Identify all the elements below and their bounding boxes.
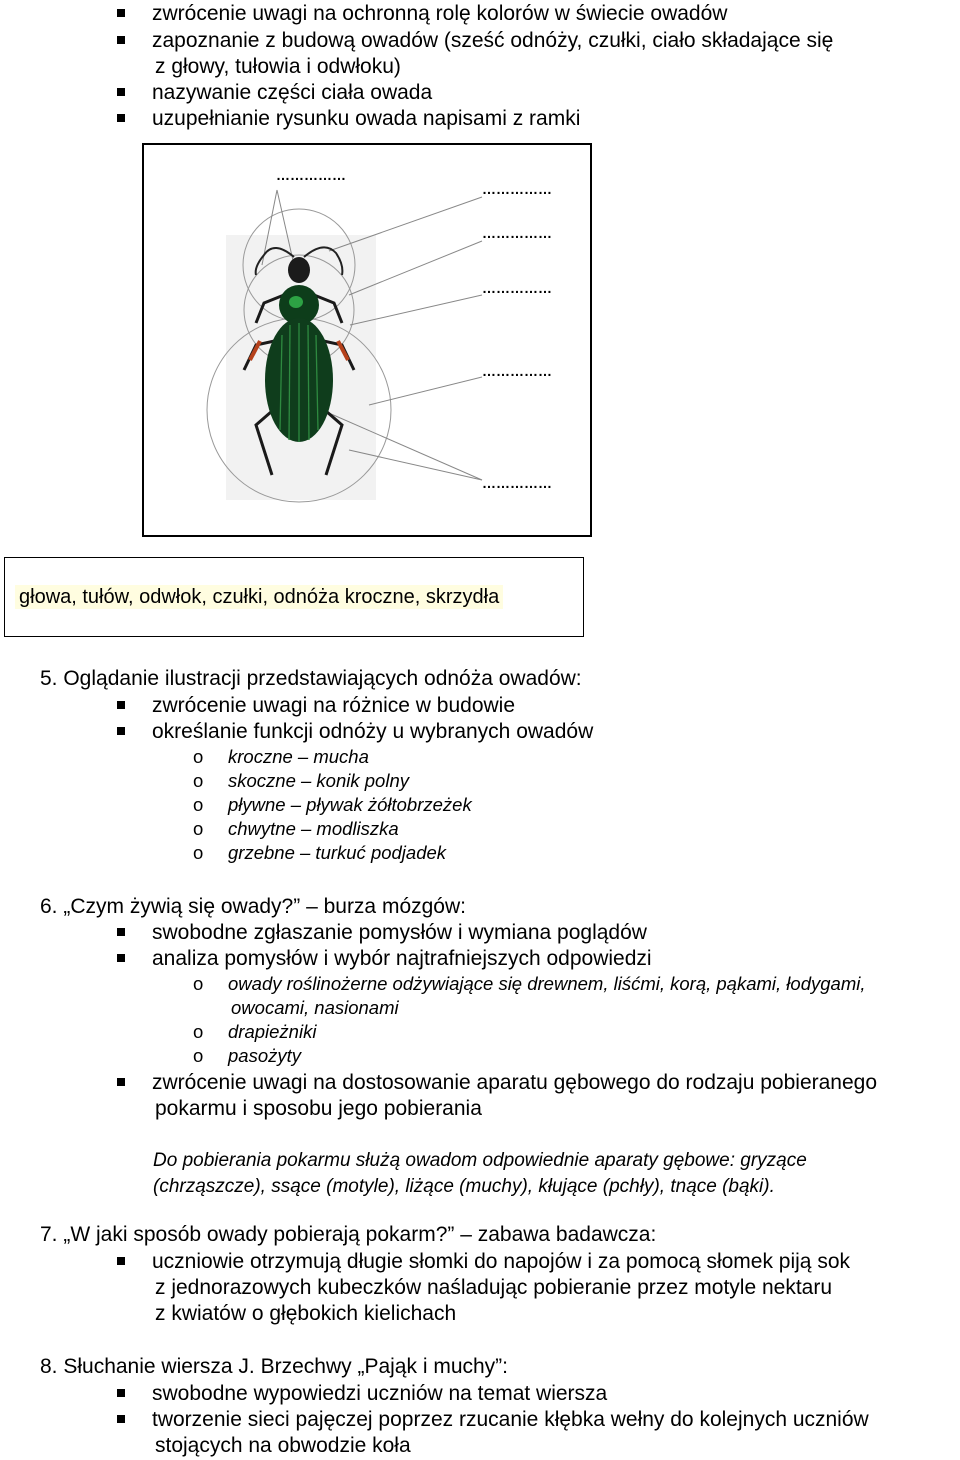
label-blank-4: ……………	[482, 280, 552, 296]
section-6-bullet-2: analiza pomysłów i wybór najtrafniejszych odpowiedzi	[152, 947, 652, 970]
beetle-figure	[142, 143, 592, 537]
intro-bullet-3: nazywanie części ciała owada	[152, 81, 433, 104]
section-5-sub-3: o pływne – pływak żółtobrzeżek	[193, 794, 472, 815]
section-5-sub-2: o skoczne – konik polny	[193, 770, 409, 791]
intro-bullet-2: zapoznanie z budową owadów (sześć odnóży, czułki, ciało składające się	[152, 29, 834, 52]
intro-bullet-1: zwrócenie uwagi na ochronną rolę kolorów w świecie owadów	[152, 2, 728, 25]
word-box	[4, 557, 584, 637]
section-6-note-2: (chrząszcze), ssące (motyle), liżące (muchy), kłujące (pchły), tnące (bąki).	[153, 1176, 775, 1197]
section-7-bullet-1: uczniowie otrzymują długie słomki do napojów i za pomocą słomek piją sok	[152, 1250, 850, 1273]
label-blank-2: ……………	[482, 181, 552, 197]
label-blank-5: ……………	[482, 363, 552, 379]
section-5-sub-5: o grzebne – turkuć podjadek	[193, 842, 447, 863]
section-8-bullet-2-cont: stojących na obwodzie koła	[155, 1434, 411, 1457]
section-5-sub-1: o kroczne – mucha	[193, 746, 369, 767]
section-7-bullet-1-cont-1: z jednorazowych kubeczków naśladując pobieranie przez motyle nektaru	[155, 1276, 833, 1299]
section-6-sub-1-cont: owocami, nasionami	[231, 997, 399, 1018]
section-6-sub-3: o pasożyty	[193, 1045, 302, 1066]
section-8-heading: 8. Słuchanie wiersza J. Brzechwy „Pająk i muchy”:	[40, 1355, 508, 1378]
section-6-sub-2: o drapieżniki	[193, 1021, 317, 1042]
section-5-bullet-2: określanie funkcji odnóży u wybranych owadów	[152, 720, 594, 743]
section-7-heading: 7. „W jaki sposób owady pobierają pokarm?” – zabawa badawcza:	[40, 1223, 657, 1246]
section-6-sub-1: o owady roślinożerne odżywiające się drewnem, liśćmi, korą, pąkami, łodygami,	[193, 973, 866, 994]
label-blank-1: ……………	[276, 167, 346, 183]
intro-bullet-2-cont: z głowy, tułowia i odwłoku)	[155, 55, 401, 78]
section-8-bullet-2: tworzenie sieci pajęczej poprzez rzucanie kłębka wełny do kolejnych uczniów	[152, 1408, 869, 1431]
section-6-heading: 6. „Czym żywią się owady?” – burza mózgów:	[40, 895, 466, 918]
section-6-bullet-3: zwrócenie uwagi na dostosowanie aparatu gębowego do rodzaju pobieranego	[152, 1071, 878, 1094]
section-8-bullet-1: swobodne wypowiedzi uczniów na temat wiersza	[152, 1382, 608, 1405]
section-6-bullet-3-cont: pokarmu i sposobu jego pobierania	[155, 1097, 482, 1120]
intro-bullet-4: uzupełnianie rysunku owada napisami z ramki	[152, 107, 581, 130]
section-6-bullet-1: swobodne zgłaszanie pomysłów i wymiana poglądów	[152, 921, 647, 944]
section-5-heading: 5. Oglądanie ilustracji przedstawiających odnóża owadów:	[40, 667, 582, 690]
section-7-bullet-1-cont-2: z kwiatów o głębokich kielichach	[155, 1302, 457, 1325]
label-blank-3: ……………	[482, 225, 552, 241]
section-6-note-1: Do pobierania pokarmu służą owadom odpowiednie aparaty gębowe: gryzące	[153, 1150, 807, 1171]
word-box-text: głowa, tułów, odwłok, czułki, odnóża kroczne, skrzydła	[15, 585, 503, 609]
section-5-bullet-1: zwrócenie uwagi na różnice w budowie	[152, 694, 516, 717]
section-5-sub-4: o chwytne – modliszka	[193, 818, 399, 839]
label-blank-6: ……………	[482, 475, 552, 491]
